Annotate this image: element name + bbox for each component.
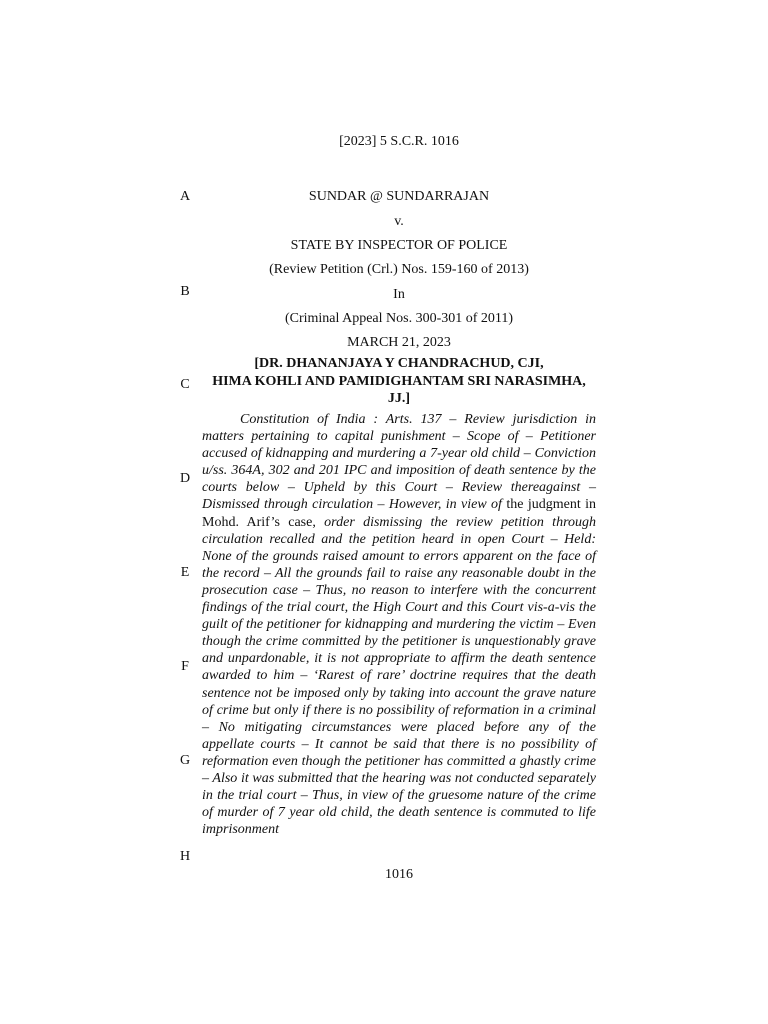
bench-line-3: JJ.] (387, 391, 411, 406)
criminal-appeal-number: (Criminal Appeal Nos. 300-301 of 2011) (284, 311, 514, 326)
versus-label: v. (394, 214, 404, 229)
review-petition-number: (Review Petition (Crl.) Nos. 159-160 of 2013) (269, 262, 529, 277)
margin-letter-a: A (179, 189, 191, 204)
margin-letter-h: H (179, 849, 191, 864)
headnote-text-part-1: Constitution of India : Arts. 137 – Review jurisdiction in matters pertaining to capital punishment – Scope of – Petitioner accused of kidnapping and murdering a 7-year old child – Conviction u/ss. 364A, 302 and 201 IPC and imposition of death sentence by the courts below – Upheld by this Court – Review thereagainst – Dismissed through circulation – However, in view of (202, 412, 596, 513)
headnote-text-part-2: order dismissing the review petition through circulation recalled and the petition heard in open Court – Held: None of the grounds raised amount to errors apparent on the face of the record – All the grounds fail to raise any reasonable doubt in the prosecution case – Thus, no reason to interfere with the concurrent findings of the trial court, the High Court and this Court vis-a-vis the guilt of the petitioner for kidnapping and murdering the victim – Even though the crime committed by the petitioner is unquestionably grave and unpardonable, it is not appropriate to affirm the death sentence awarded to him – ‘Rarest of rare’ doctrine requires that the death sentence not be imposed only by taking into account the grave nature of crime but only if there is no possibility of reformation in a criminal – No mitigating circumstances were placed before any of the appellate courts – It cannot be said that there is no possibility of reformation even though the petitioner has committed a ghastly crime – Also it was submitted that the hearing was not conducted separately in the trial court – Thus, in view of the gruesome nature of the crime of murder of 7 year old child, the death sentence is commuted to life imprisonment (202, 514, 596, 838)
in-label: In (393, 287, 405, 302)
headnote-case-reference: the judgment in Mohd. Arif’s case, (202, 497, 596, 530)
judgment-date: MARCH 21, 2023 (347, 335, 451, 350)
margin-letter-d: D (179, 471, 191, 486)
margin-letter-g: G (179, 753, 191, 768)
margin-letter-e: E (180, 565, 190, 580)
bench-line-2: HIMA KOHLI AND PAMIDIGHANTAM SRI NARASIMHA, (212, 374, 586, 389)
margin-letter-f: F (181, 659, 189, 674)
margin-letter-c: C (180, 377, 190, 392)
respondent-name: STATE BY INSPECTOR OF POLICE (290, 238, 508, 253)
petitioner-name: SUNDAR @ SUNDARRAJAN (308, 189, 490, 204)
headnote-paragraph (202, 411, 596, 838)
margin-letter-b: B (180, 284, 190, 299)
bench-line-1: [DR. DHANANJAYA Y CHANDRACHUD, CJI, (254, 356, 544, 371)
page-number: 1016 (385, 867, 413, 882)
citation: [2023] 5 S.C.R. 1016 (339, 134, 459, 149)
